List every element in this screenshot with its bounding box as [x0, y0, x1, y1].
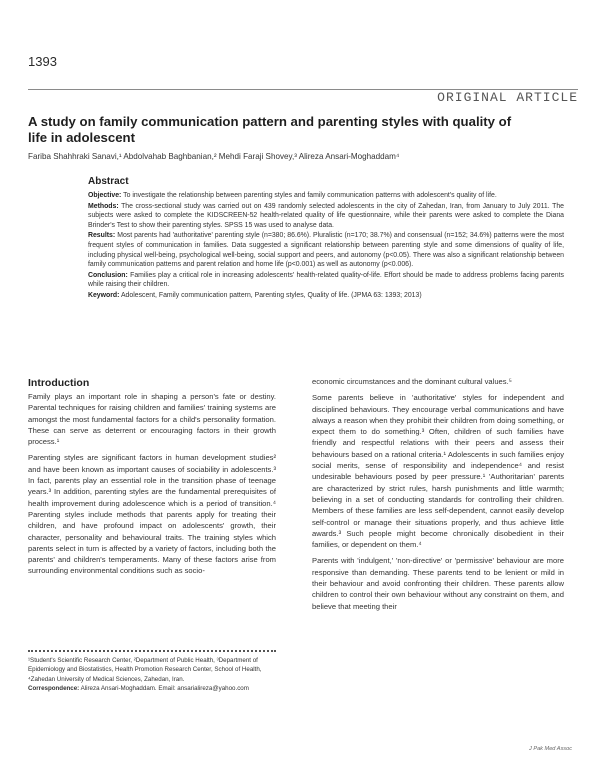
body-paragraph: Family plays an important role in shaping a person's fate or destiny. Parental techniques for raising children and families' training systems are amongst the most fundamental factors for a child's personality formation. These can serve as deterrent or encouraging factors in their growth process.¹ — [28, 392, 276, 447]
correspondence — [28, 684, 276, 693]
abstract-keywords — [88, 291, 564, 301]
body-paragraph: Parenting styles are significant factors in human development studies² and have been known as important causes of sociability in adolescents.³ In fact, parents play an essential role in the transition phase of teenage years.³ In addition, parenting styles are the fundamental prerequisites of health improvement during adolescence which is a period of transition.⁴ Parenting styles include methods that parents apply for treating their children, and have profound impact on adolescents' growth, their character, personality and behavioural traits. The training styles which parents select in turn is affected by a variety of factors, including both the parents' and children's temperaments. Many of these factors arise from surrounding environmental conditions such as socio- — [28, 453, 276, 576]
keyword-label: Keyword: — [88, 291, 120, 299]
abstract-heading: Abstract — [88, 176, 129, 187]
author-list: Fariba Shahhraki Sanavi,¹ Abdolvahab Baghbanian,² Mehdi Faraji Shovey,³ Alireza Ansari-Moghaddam⁴ — [28, 152, 400, 161]
abstract-conclusion — [88, 271, 564, 290]
correspondence-text: Alireza Ansari-Moghaddam. Email: ansarialireza@yahoo.com — [80, 685, 249, 693]
results-label: Results: — [88, 232, 116, 240]
objective-label: Objective: — [88, 192, 122, 199]
objective-text: To investigate the relationship between parenting styles and family communication patterns with adolescent's quality of life. — [123, 192, 497, 199]
results-text: Most parents had 'authoritative' parenting style (n=380; 86.6%). Pluralistic (n=170; 38.7%) and consensual (n=152; 34.6%) patterns were the most frequent styles of communication in families. Data suggested a significant relationship between parenting style and some dimensions of quality of life, including physical well-being, psychological well-being, social support and peers, and autonomy (p<0.05). There was also a significant relationship between family communication patterns and parent relation and home life (p<0.001) as well as autonomy (p<0.006). — [88, 232, 564, 269]
conclusion-text: Families play a critical role in increasing adolescents' health-related quality-of-life. Effort should be made to address problems facing parents while raising their children. — [88, 271, 564, 289]
article-title: A study on family communication pattern and parenting styles with quality of life in adolescent — [28, 114, 512, 145]
abstract-methods — [88, 202, 564, 231]
right-column — [312, 376, 564, 617]
footnotes — [28, 656, 276, 694]
abstract-objective — [88, 191, 564, 201]
methods-label: Methods: — [88, 202, 119, 210]
left-column — [28, 376, 276, 582]
journal-footer: J Pak Med Assoc — [528, 746, 572, 752]
page-number: 1393 — [28, 54, 57, 69]
affiliations: ¹Student's Scientific Research Center, ²Department of Public Health, ³Department of Epidemiology and Biostatistics, Health Promotion Research Center, School of Health, ⁴Zahedan University of Medical Sciences, Zahedan, Iran. — [28, 657, 262, 683]
correspondence-label: Correspondence: — [28, 685, 80, 693]
footnote-divider — [28, 650, 276, 652]
introduction-heading: Introduction — [28, 377, 90, 389]
body-paragraph: economic circumstances and the dominant cultural values.⁵ — [312, 377, 512, 386]
body-paragraph: Some parents believe in 'authoritative' styles for independent and disciplined behaviours. They encourage verbal communications and have always a reason when they prohibit their children from doing something, or expect them to do something.³ Often, children of such families have friendly and respectful relations with their peers and assess their behaviours based on a rational criteria.¹ Adolescents in such families enjoy social merits, sense of responsibility and independence⁴ and resist undesirable behaviours posed by peer pressure.¹ 'Authoritarian' parents are characterized by strict rules, harsh punishments and little warmth; believing in a set of conducting standards for controlling their children. Members of these families are less self-dependent, cannot easily develop self-control or manage their situations properly, and thus achieve little awards.³ Such people might become chronically disobedient in their families, or dependent on them.⁴ — [312, 393, 564, 550]
conclusion-label: Conclusion: — [88, 271, 128, 279]
abstract-section — [88, 176, 564, 302]
keyword-text: Adolescent, Family communication pattern, Parenting styles, Quality of life. (JPMA 63: 1393; 2013) — [120, 291, 422, 299]
abstract-results — [88, 231, 564, 269]
article-type-label: ORIGINAL ARTICLE — [437, 90, 578, 105]
body-paragraph: Parents with 'indulgent,' 'non-directive' or 'permissive' behaviour are more responsive than demanding. These parents tend to be lenient or mild in their behaviour and avoid confronting their children. These parents allow children to control their own behaviour without any constraint on them, and believe that meeting their — [312, 556, 564, 611]
methods-text: The cross-sectional study was carried out on 439 randomly selected adolescents in the city of Zahedan, Iran, from January to July 2011. The subjects were asked to complete the KIDSCREEN-52 health-related quality of life questionnaire, while their parents were asked to complete the Diana Brinder's Test to show their parenting styles. SPSS 15 was used to analyse data. — [88, 202, 564, 229]
